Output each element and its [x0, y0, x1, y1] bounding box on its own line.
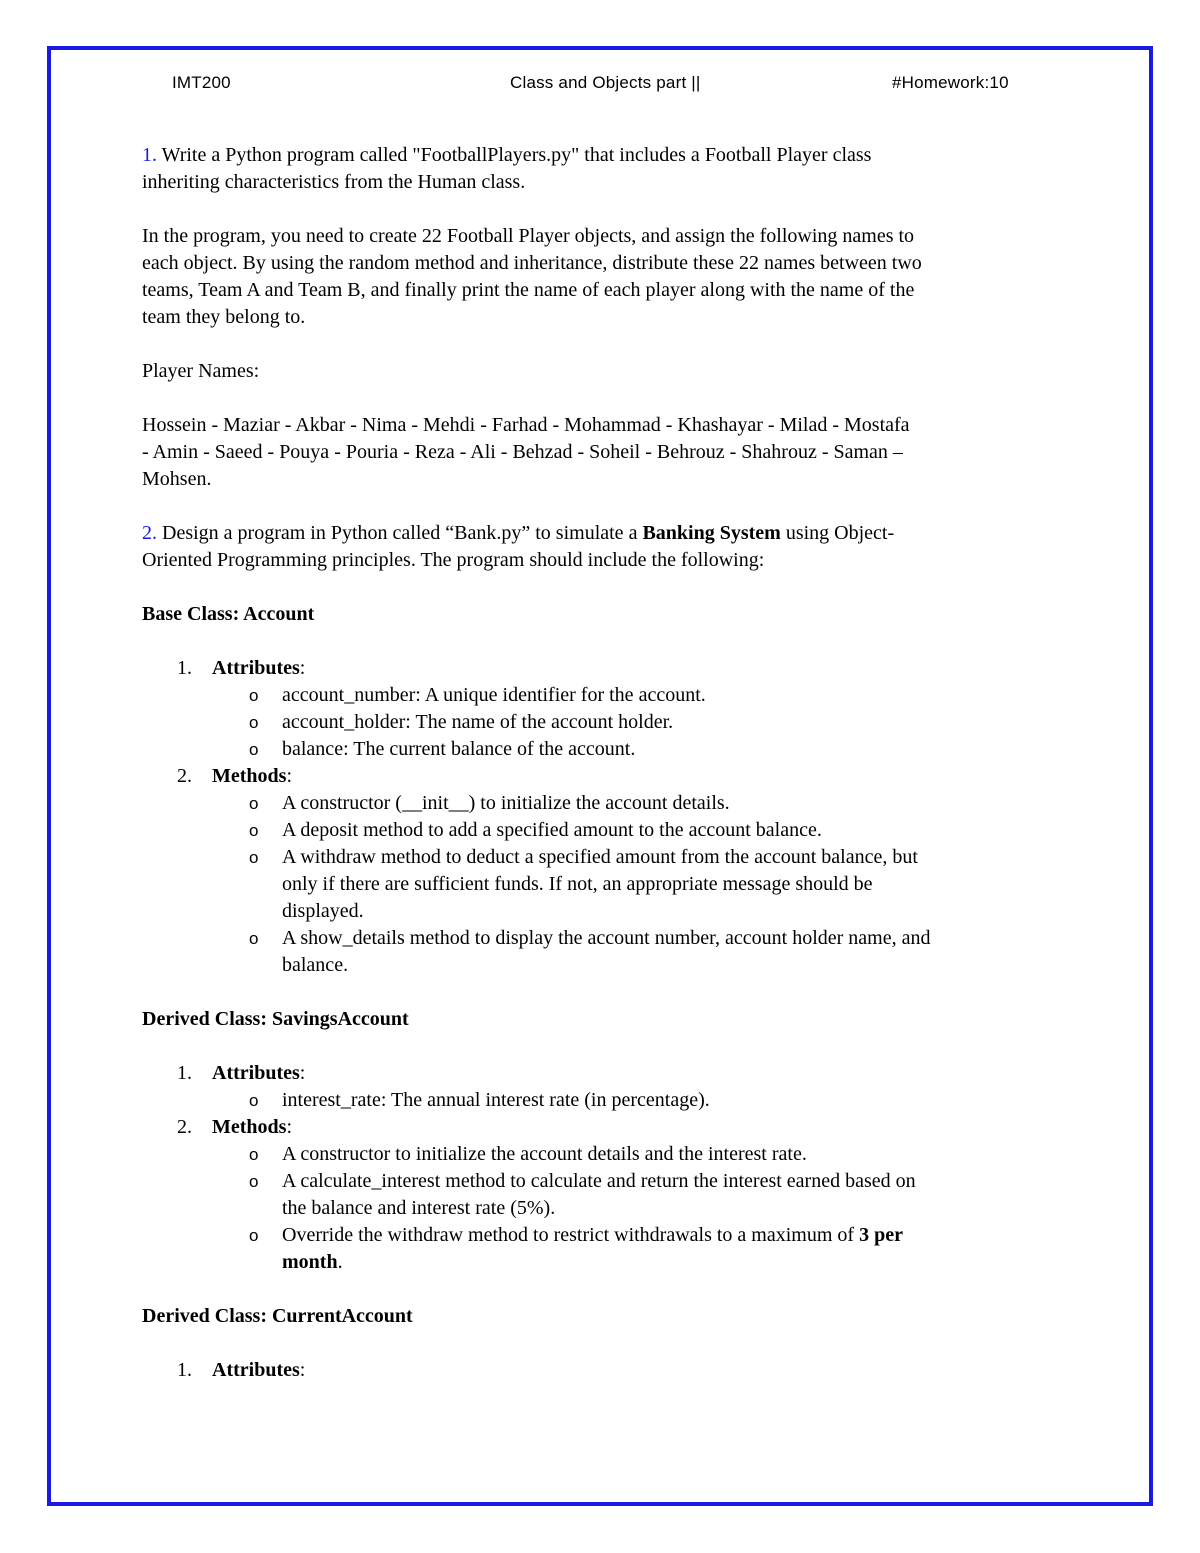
sub-list-item: o A constructor to initialize the account details and the interest rate. [212, 1141, 1072, 1168]
q2-intro-line2: Oriented Programming principles. The program should include the following: [142, 549, 765, 571]
bullet-icon: o [249, 848, 259, 867]
bullet-icon: o [249, 821, 259, 840]
bullet-icon: o [249, 929, 259, 948]
sub-list-item: o A calculate_interest method to calculate and return the interest earned based on the balance and interest rate (5%). [249, 1170, 916, 1219]
sub-list [212, 1087, 1072, 1114]
q1-para2-line: team they belong to. [142, 306, 306, 328]
bullet-icon: o [249, 1091, 259, 1110]
section-heading: Derived Class: CurrentAccount [142, 1305, 413, 1327]
sub-list-item: o A withdraw method to deduct a specified amount from the account balance, but only if there are sufficient funds. If not, an appropriate message should be displayed. [249, 846, 918, 922]
sub-list [212, 682, 1072, 763]
player-names-label: Player Names: [142, 360, 260, 382]
bullet-icon: o [249, 686, 259, 705]
q1-para2-line: teams, Team A and Team B, and finally print the name of each player along with the name of the [142, 279, 915, 301]
header-title: Class and Objects part || [510, 73, 701, 92]
list-item: 2. Methods: o A constructor to initialize the account details and the interest rate. o A calculate_interest method to calculate and return the interest earned based on the balance and interest rate (5%). o Override the withdraw method to restrict withdrawals to a maximum of 3 per month. [142, 1114, 1072, 1276]
bullet-icon: o [249, 713, 259, 732]
section-heading: Base Class: Account [142, 603, 315, 625]
sub-list-item: o balance: The current balance of the account. [212, 736, 1072, 763]
sub-list-item: o A deposit method to add a specified amount to the account balance. [212, 817, 1072, 844]
q1-para2-line: In the program, you need to create 22 Football Player objects, and assign the following names to [142, 225, 915, 247]
section-heading: Derived Class: SavingsAccount [142, 1008, 409, 1030]
sub-list-item: o A show_details method to display the account number, account holder name, and balance. [249, 927, 931, 976]
player-names-line: - Amin - Saeed - Pouya - Pouria - Reza - Ali - Behzad - Soheil - Behrouz - Shahrouz - Saman – [142, 441, 903, 463]
list-item: 1. Attributes: o interest_rate: The annual interest rate (in percentage). [142, 1060, 1072, 1114]
bullet-icon: o [249, 794, 259, 813]
sub-list [212, 790, 1072, 979]
q1-line2: inheriting characteristics from the Human class. [142, 171, 526, 193]
document-body [142, 142, 1072, 1384]
list-item: 1. Attributes: [177, 1359, 306, 1381]
header-homework: #Homework:10 [892, 73, 1009, 92]
sub-list [212, 1141, 1072, 1276]
sub-list-item: o interest_rate: The annual interest rate (in percentage). [212, 1087, 1072, 1114]
q2-intro: 2. Design a program in Python called “Bank.py” to simulate a Banking System using Object- [142, 522, 895, 544]
current-list [142, 1357, 1072, 1384]
q2-number: 2. [142, 522, 157, 544]
sub-list-item: o account_number: A unique identifier for the account. [212, 682, 1072, 709]
savings-list [142, 1060, 1072, 1276]
list-item: 2. Methods: o A constructor (__init__) to initialize the account details. o A deposit method to add a specified amount to the account balance. o A withdraw method to deduct a specified amount from the account balance, but only if there are sufficient funds. If not, an appropriate message should be displayed. o A show_details method to display the account number, account holder name, and balance. [142, 763, 1072, 979]
sub-list-item: o Override the withdraw method to restrict withdrawals to a maximum of 3 per month. [249, 1224, 903, 1273]
bullet-icon: o [249, 740, 259, 759]
q1-para2-line: each object. By using the random method and inheritance, distribute these 22 names between two [142, 252, 922, 274]
header-course: IMT200 [172, 73, 231, 92]
bullet-icon: o [249, 1172, 259, 1191]
list-item: 1. Attributes: o account_number: A unique identifier for the account. o account_holder: The name of the account holder. o balance: The current balance of the account. [142, 655, 1072, 763]
account-list [142, 655, 1072, 979]
player-names-line: Mohsen. [142, 468, 212, 490]
bullet-icon: o [249, 1226, 259, 1245]
sub-list-item: o A constructor (__init__) to initialize the account details. [212, 790, 1072, 817]
sub-list-item: o account_holder: The name of the account holder. [212, 709, 1072, 736]
q1-line1: 1. Write a Python program called "FootballPlayers.py" that includes a Football Player class [142, 144, 872, 166]
bullet-icon: o [249, 1145, 259, 1164]
player-names-line: Hossein - Maziar - Akbar - Nima - Mehdi - Farhad - Mohammad - Khashayar - Milad - Mostafa [142, 414, 910, 436]
q1-number: 1. [142, 144, 157, 166]
